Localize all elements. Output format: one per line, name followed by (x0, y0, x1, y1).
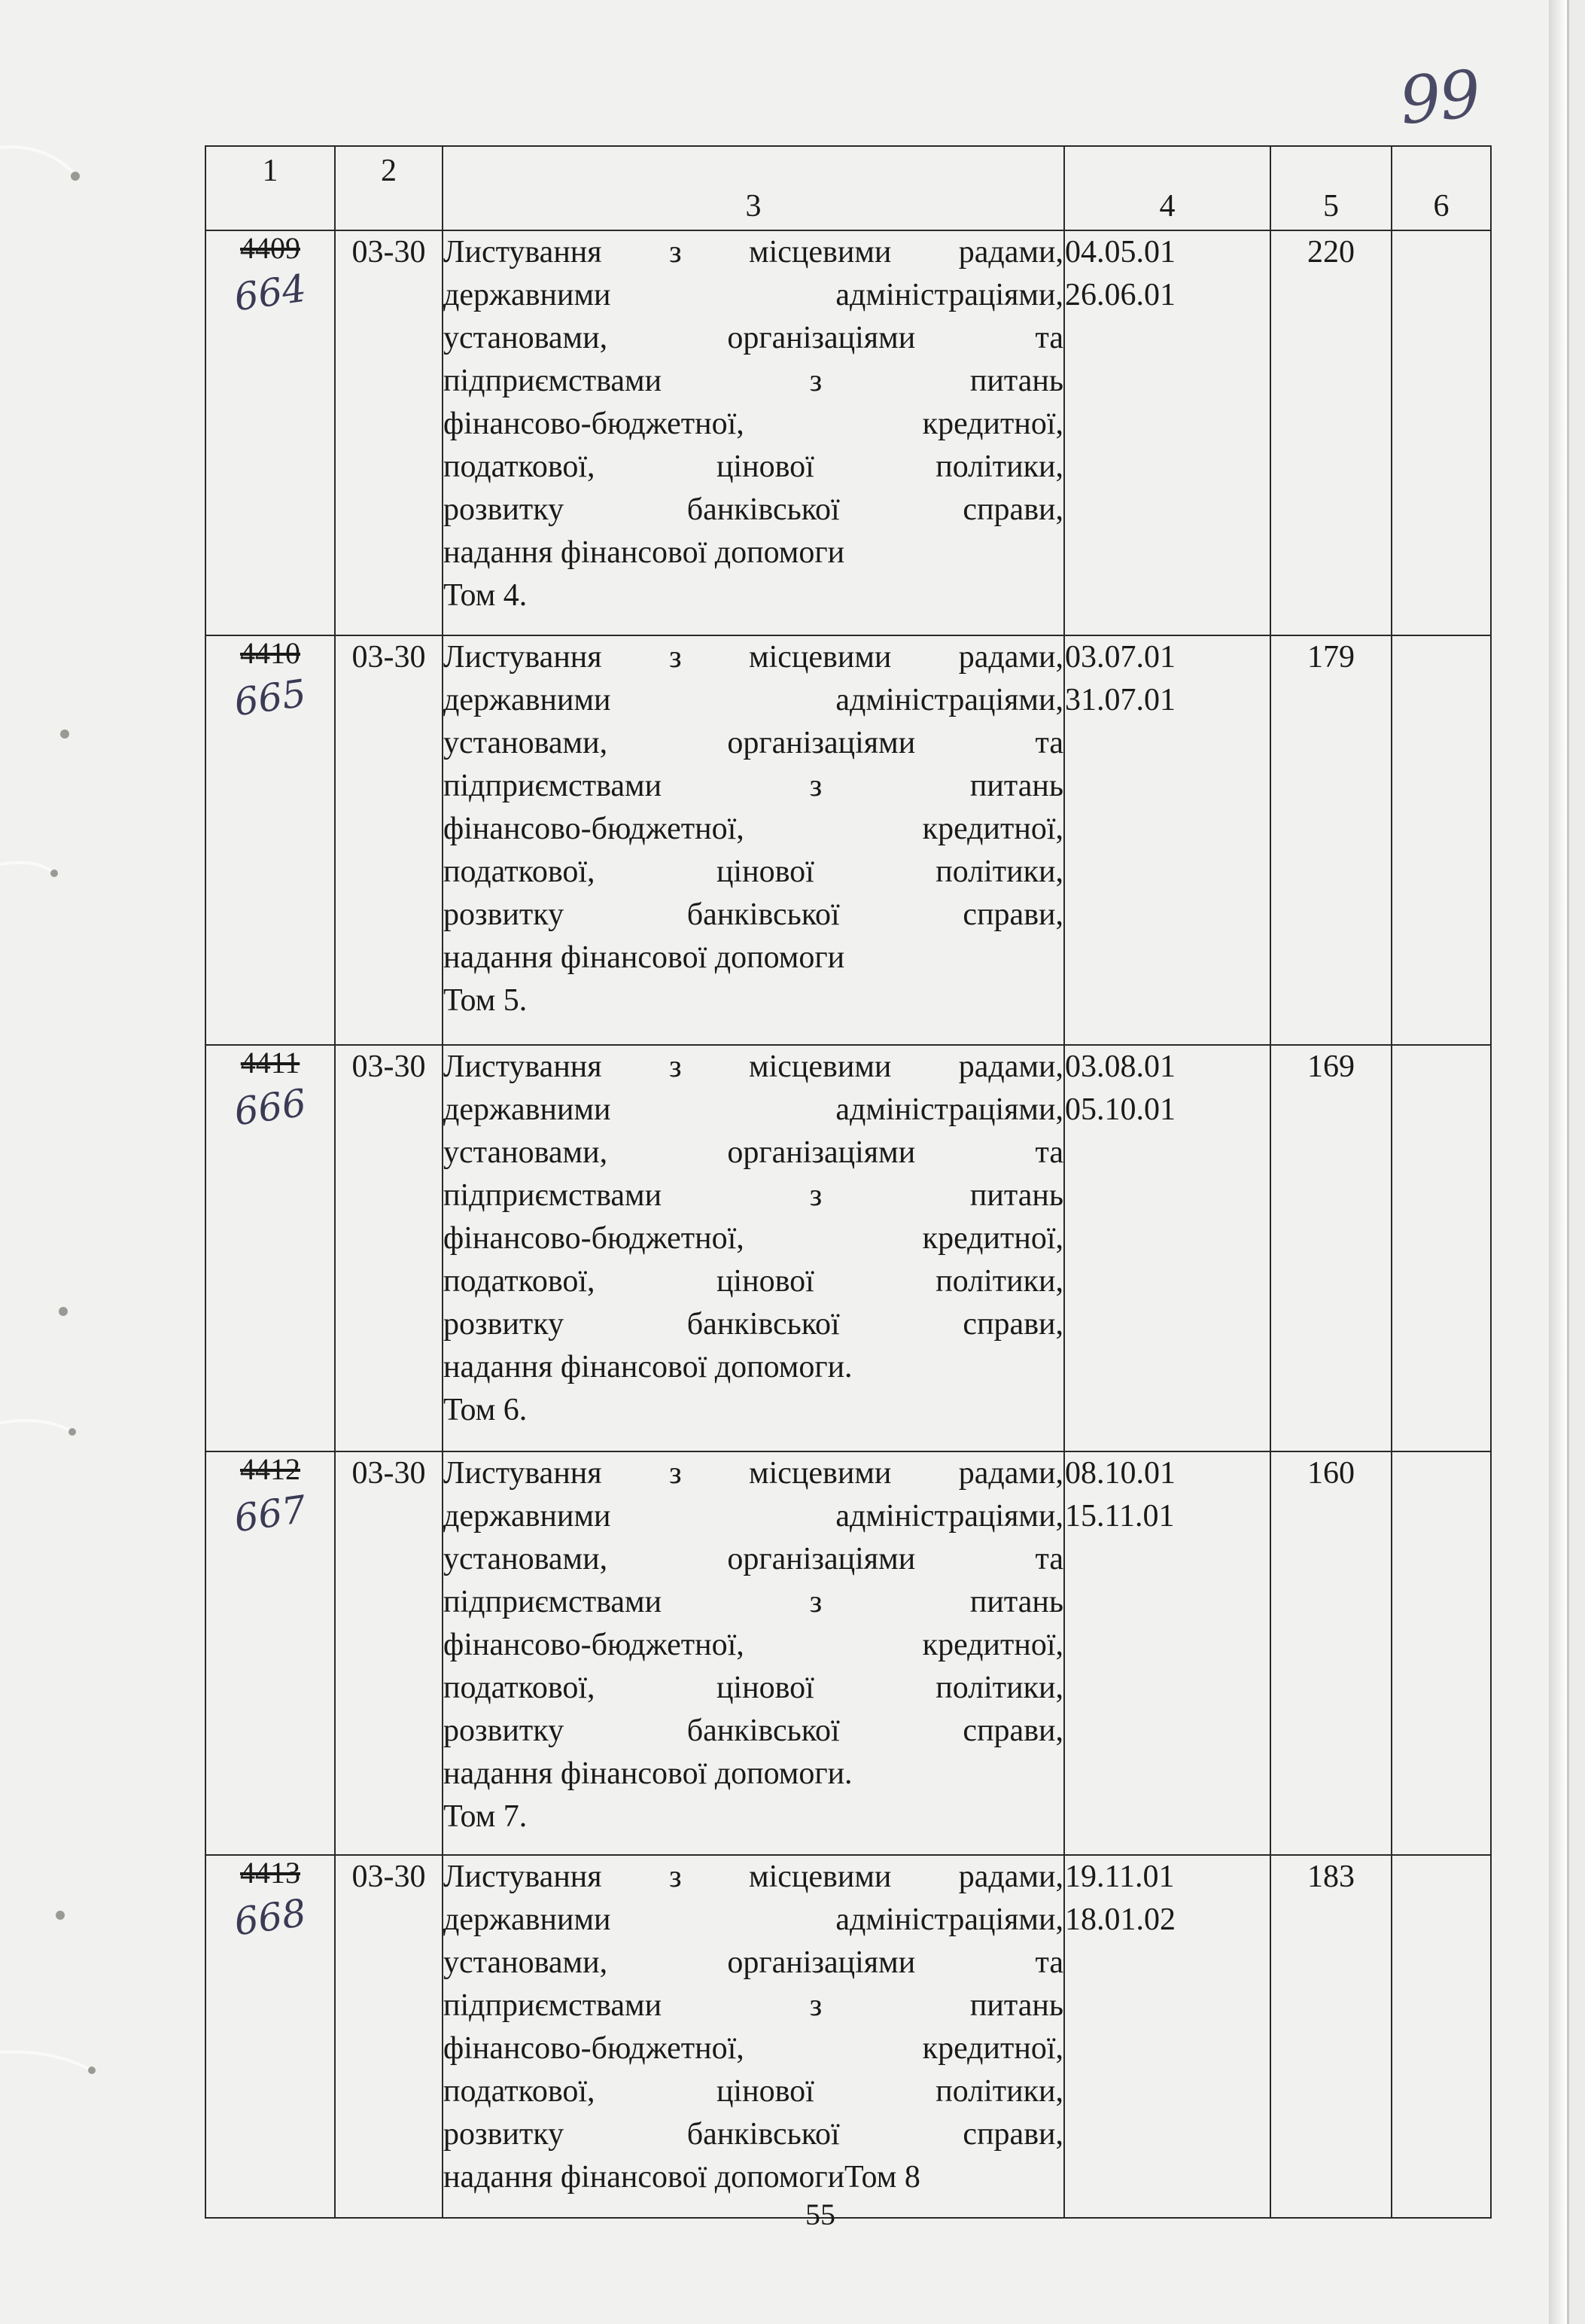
sheet-count-cell: 183 (1270, 1855, 1392, 2218)
description-cell (443, 230, 1064, 635)
description-cell (443, 1855, 1064, 2218)
old-case-number: 4409 (240, 231, 300, 265)
table-row (205, 1045, 1491, 1451)
case-number-cell (205, 1855, 335, 2218)
date-start: 19.11.01 (1065, 1860, 1175, 1894)
dates-cell (1064, 635, 1270, 1045)
description-line: Листування з місцевими радами, (443, 1049, 1063, 1084)
new-case-number: 667 (231, 1487, 309, 1541)
note-cell (1392, 1451, 1491, 1855)
description-line: Листування з місцевими радами, (443, 640, 1063, 675)
description-line: податкової, цінової політики, (443, 854, 1063, 889)
description-line: державними адміністраціями, (443, 683, 1063, 717)
description-line: установами, організаціями та (443, 321, 1063, 355)
index-cell: 03-30 (335, 1855, 443, 2218)
binding-thread (0, 0, 105, 2324)
description-line: фінансово-бюджетної, кредитної, (443, 1221, 1063, 1256)
description-line: державними адміністраціями, (443, 1499, 1063, 1534)
date-start: 03.07.01 (1065, 640, 1176, 675)
volume-line: Том 5. (443, 983, 528, 1018)
description-line: підприємствами з питань (443, 364, 1063, 398)
column-header-6: 6 (1392, 146, 1491, 230)
description-line: фінансово-бюджетної, кредитної, (443, 2031, 1063, 2066)
description-line: підприємствами з питань (443, 1988, 1063, 2023)
old-case-number: 4413 (240, 1856, 300, 1890)
description-line: надання фінансової допомогиТом 8 (443, 2160, 920, 2195)
date-end: 31.07.01 (1065, 683, 1176, 717)
sheet-count-cell: 220 (1270, 230, 1392, 635)
description-line: розвитку банківської справи, (443, 2117, 1063, 2152)
volume-line: Том 7. (443, 1799, 528, 1834)
column-header-5: 5 (1270, 146, 1392, 230)
description-line: розвитку банківської справи, (443, 897, 1063, 932)
description-line: Листування з місцевими радами, (443, 1456, 1063, 1491)
index-cell: 03-30 (335, 1451, 443, 1855)
new-case-number: 664 (231, 266, 309, 320)
description-line: Листування з місцевими радами, (443, 1860, 1063, 1894)
case-number-cell (205, 1451, 335, 1855)
description-line: Листування з місцевими радами, (443, 235, 1063, 270)
description-line: розвитку банківської справи, (443, 492, 1063, 527)
description-line: податкової, цінової політики, (443, 1264, 1063, 1299)
case-number-cell (205, 635, 335, 1045)
old-case-number: 4411 (240, 1046, 300, 1080)
description-line: підприємствами з питань (443, 1585, 1063, 1619)
description-line: установами, організаціями та (443, 726, 1063, 760)
folio-mark: 99 (1396, 56, 1483, 140)
description-line: державними адміністраціями, (443, 278, 1063, 312)
column-header-4: 4 (1064, 146, 1270, 230)
index-cell: 03-30 (335, 230, 443, 635)
table-row (205, 635, 1491, 1045)
description-line: установами, організаціями та (443, 1135, 1063, 1170)
description-line: розвитку банківської справи, (443, 1307, 1063, 1342)
description-line: надання фінансової допомоги. (443, 1756, 853, 1791)
note-cell (1392, 230, 1491, 635)
index-cell: 03-30 (335, 635, 443, 1045)
column-header-1: 1 (205, 146, 335, 230)
description-line: податкової, цінової політики, (443, 449, 1063, 484)
column-header-2: 2 (335, 146, 443, 230)
note-cell (1392, 1045, 1491, 1451)
dates-cell (1064, 1045, 1270, 1451)
case-number-cell (205, 230, 335, 635)
page-number: 55 (805, 2198, 835, 2231)
note-cell (1392, 635, 1491, 1045)
description-line: податкової, цінової політики, (443, 2074, 1063, 2109)
description-line: державними адміністраціями, (443, 1092, 1063, 1127)
description-line: фінансово-бюджетної, кредитної, (443, 812, 1063, 846)
date-end: 05.10.01 (1065, 1092, 1176, 1127)
description-line: підприємствами з питань (443, 1178, 1063, 1213)
dates-cell (1064, 1451, 1270, 1855)
description-line: фінансово-бюджетної, кредитної, (443, 407, 1063, 441)
sheet-count-cell: 179 (1270, 635, 1392, 1045)
date-start: 08.10.01 (1065, 1456, 1176, 1491)
registry-table (205, 145, 1492, 2219)
volume-line: Том 4. (443, 578, 528, 613)
description-line: розвитку банківської справи, (443, 1713, 1063, 1748)
table-row (205, 1855, 1491, 2218)
description-line: установами, організаціями та (443, 1542, 1063, 1576)
sheet-count-cell: 160 (1270, 1451, 1392, 1855)
description-line: підприємствами з питань (443, 769, 1063, 803)
description-line: податкової, цінової політики, (443, 1671, 1063, 1705)
date-start: 03.08.01 (1065, 1049, 1176, 1084)
table-row (205, 230, 1491, 635)
description-line: фінансово-бюджетної, кредитної, (443, 1628, 1063, 1662)
case-number-cell (205, 1045, 335, 1451)
volume-line: Том 6. (443, 1393, 528, 1427)
new-case-number: 668 (231, 1890, 309, 1945)
date-end: 15.11.01 (1065, 1499, 1175, 1534)
description-cell (443, 635, 1064, 1045)
date-start: 04.05.01 (1065, 235, 1176, 270)
page-edge (1549, 0, 1567, 2324)
description-line: надання фінансової допомоги (443, 940, 845, 975)
dates-cell (1064, 230, 1270, 635)
date-end: 18.01.02 (1065, 1902, 1176, 1937)
new-case-number: 665 (231, 671, 309, 725)
dates-cell (1064, 1855, 1270, 2218)
description-line: державними адміністраціями, (443, 1902, 1063, 1937)
description-cell (443, 1451, 1064, 1855)
old-case-number: 4410 (240, 636, 300, 670)
header-row (205, 146, 1491, 230)
sheet-count-cell: 169 (1270, 1045, 1392, 1451)
description-line: надання фінансової допомоги. (443, 1350, 853, 1384)
description-line: установами, організаціями та (443, 1945, 1063, 1980)
new-case-number: 666 (231, 1080, 309, 1135)
description-line: надання фінансової допомоги (443, 535, 845, 570)
index-cell: 03-30 (335, 1045, 443, 1451)
column-header-3: 3 (443, 146, 1064, 230)
description-cell (443, 1045, 1064, 1451)
old-case-number: 4412 (240, 1452, 300, 1486)
table-row (205, 1451, 1491, 1855)
date-end: 26.06.01 (1065, 278, 1176, 312)
note-cell (1392, 1855, 1491, 2218)
